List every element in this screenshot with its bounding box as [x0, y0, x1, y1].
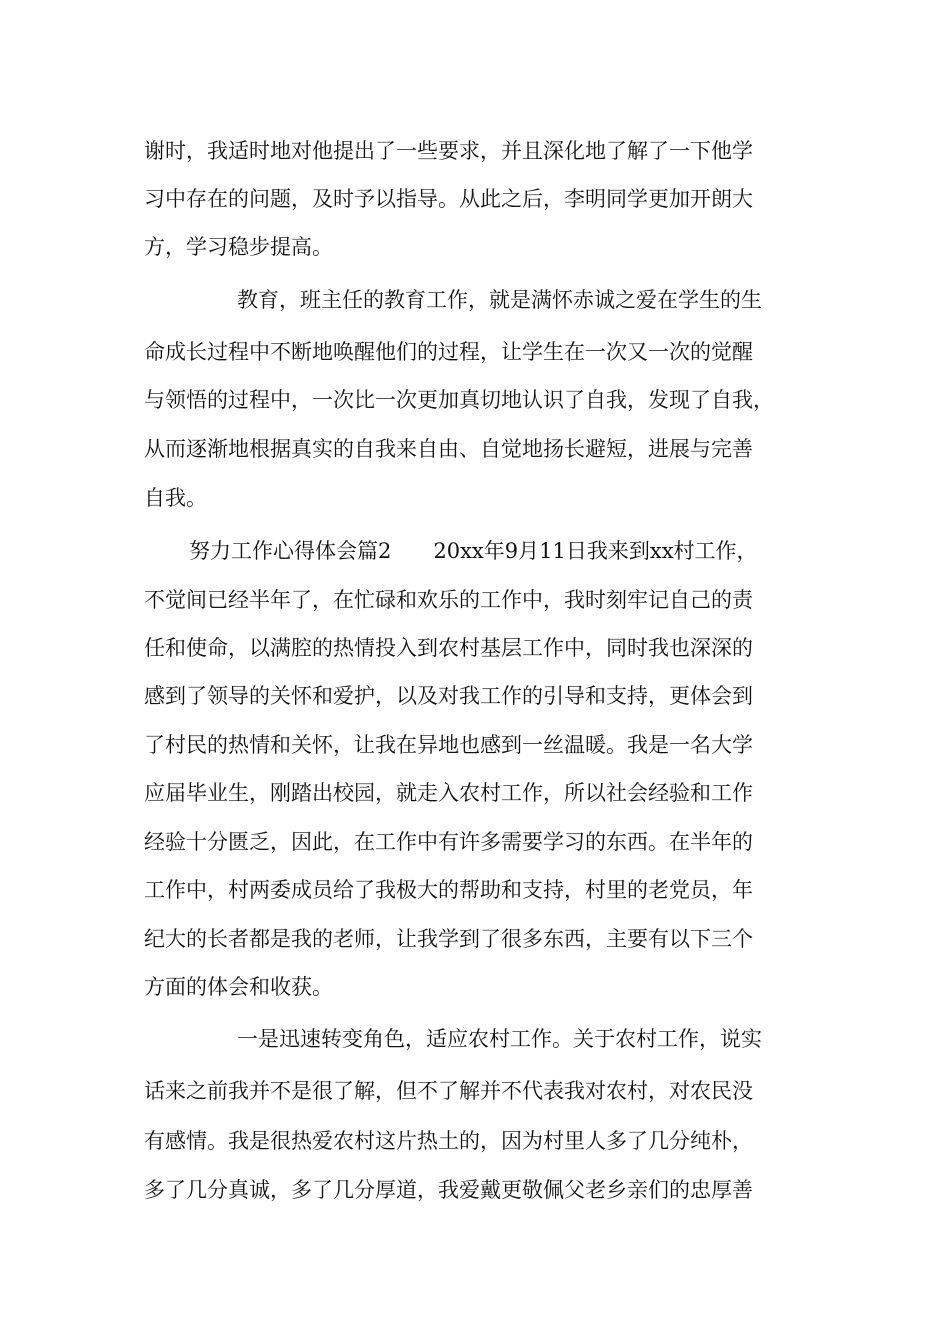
text-line: 纪大的长者都是我的老师，让我学到了很多东西，主要有以下三个 — [144, 927, 753, 951]
text-line: 一是迅速转变角色，适应农村工作。关于农村工作，说实 — [237, 1027, 762, 1051]
text-line: 自我。 — [144, 486, 207, 510]
text-line: 谢时，我适时地对他提出了一些要求，并且深化地了解了一下他学 — [144, 139, 753, 163]
text-line: 任和使命，以满腔的热情投入到农村基层工作中，同时我也深深的 — [144, 636, 753, 660]
text-line: 方面的体会和收获。 — [144, 975, 333, 999]
text-line: 话来之前我并不是很了解，但不了解并不代表我对农村，对农民没 — [144, 1079, 753, 1103]
text-line: 教育，班主任的教育工作，就是满怀赤诚之爱在学生的生 — [237, 288, 762, 312]
text-line: 工作中，村两委成员给了我极大的帮助和支持，村里的老党员，年 — [144, 878, 753, 902]
text-line: 有感情。我是很热爱农村这片热土的，因为村里人多了几分纯朴， — [144, 1129, 753, 1153]
text-line: 命成长过程中不断地唤醒他们的过程，让学生在一次又一次的觉醒 — [144, 340, 753, 364]
text-line: 从而逐渐地根据真实的自我来自由、自觉地扬长避短，进展与完善 — [144, 437, 753, 461]
text-line: 感到了领导的关怀和爱护，以及对我工作的引导和支持，更体会到 — [144, 684, 753, 708]
text-line: 经验十分匮乏，因此，在工作中有许多需要学习的东西。在半年的 — [144, 830, 753, 854]
text-line: 方，学习稳步提高。 — [144, 235, 333, 259]
text-line: 与领悟的过程中，一次比一次更加真切地认识了自我，发现了自我， — [144, 388, 774, 412]
text-line: 了村民的热情和关怀，让我在异地也感到一丝温暖。我是一名大学 — [144, 733, 753, 757]
text-line: 多了几分真诚，多了几分厚道，我爱戴更敬佩父老乡亲们的忠厚善 — [144, 1178, 753, 1202]
text-line: 不觉间已经半年了，在忙碌和欢乐的工作中，我时刻牢记自己的责 — [144, 588, 753, 612]
text-line: 应届毕业生，刚踏出校园，就走入农村工作，所以社会经验和工作 — [144, 781, 753, 805]
text-line: 努力工作心得体会篇2 20xx年9月11日我来到xx村工作， — [189, 539, 758, 563]
text-line: 习中存在的问题，及时予以指导。从此之后，李明同学更加开朗大 — [144, 187, 753, 211]
